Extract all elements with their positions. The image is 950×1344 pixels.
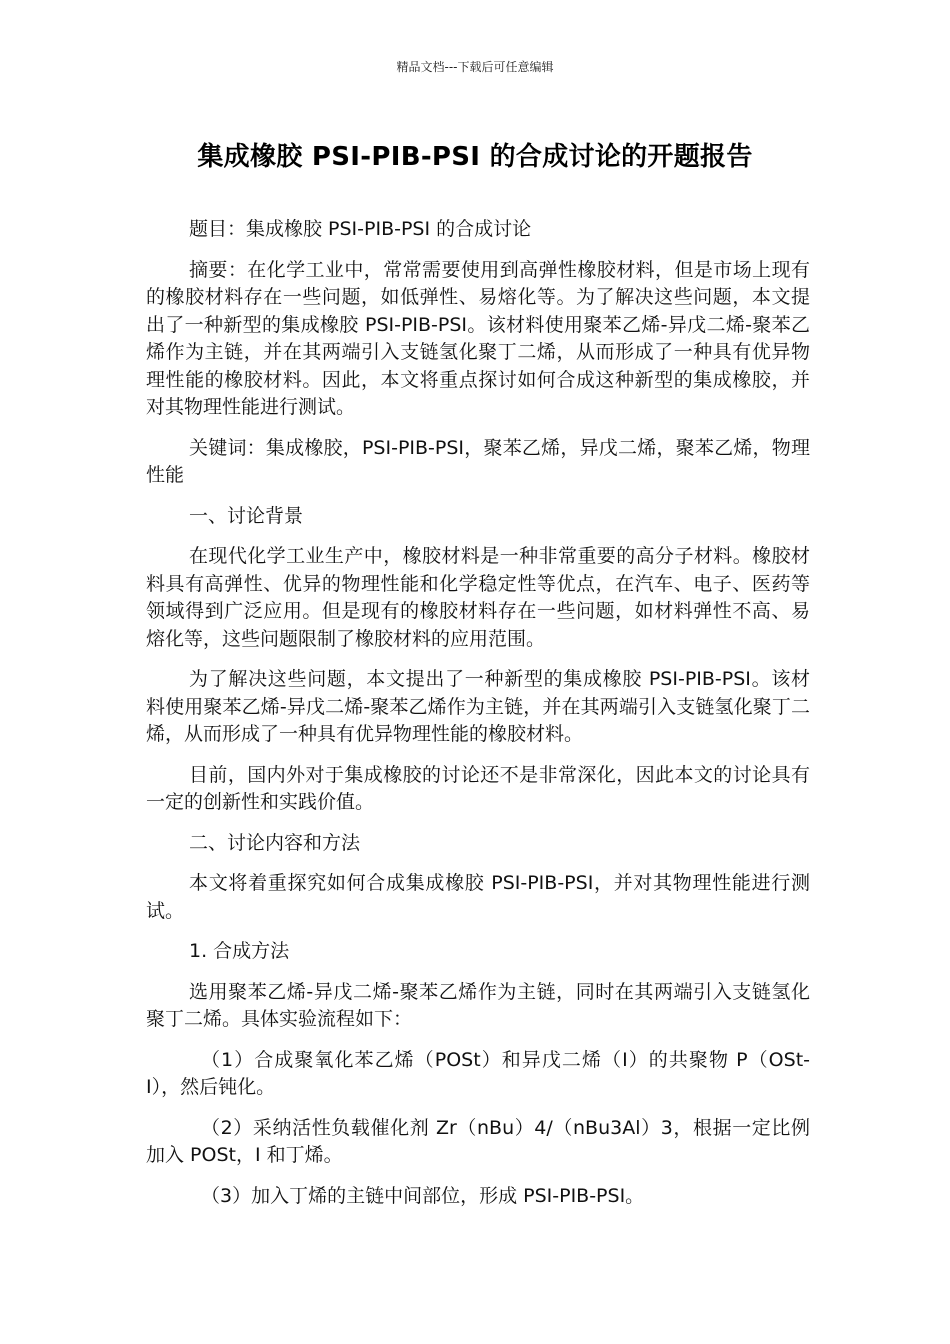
- background-paragraph-3: 目前，国内外对于集成橡胶的讨论还不是非常深化，因此本文的讨论具有一定的创新性和实践价值。: [146, 763, 810, 813]
- abstract-paragraph: 摘要：在化学工业中，常常需要使用到高弹性橡胶材料，但是市场上现有的橡胶材料存在一些问题，如低弹性、易熔化等。为了解决这些问题，本文提出了一种新型的集成橡胶 PSI-PIB-PSI。该材料使用聚苯乙烯-异戊二烯-聚苯乙烯作为主链，并在其两端引入支链氢化聚丁二烯，从而形成了一种具有优异物理性能的橡胶材料。因此，本文将重点探讨如何合成这种新型的集成橡胶，并对其物理性能进行测试。: [146, 258, 810, 418]
- background-paragraph-1: 在现代化学工业生产中，橡胶材料是一种非常重要的高分子材料。橡胶材料具有高弹性、优异的物理性能和化学稳定性等优点，在汽车、电子、医药等领域得到广泛应用。但是现有的橡胶材料存在一些问题，如材料弹性不高、易熔化等，这些问题限制了橡胶材料的应用范围。: [146, 545, 810, 650]
- page-header: 精品文档---下载后可任意编辑: [396, 60, 554, 74]
- synthesis-paragraph: 选用聚苯乙烯-异戊二烯-聚苯乙烯作为主链，同时在其两端引入支链氢化聚丁二烯。具体实验流程如下：: [146, 980, 810, 1030]
- step-2: （2）采纳活性负载催化剂 Zr（nBu）4/（nBu3Al）3，根据一定比例加入 POSt，I 和丁烯。: [146, 1116, 810, 1166]
- document-body: [146, 216, 810, 1223]
- subheading-synthesis: 1. 合成方法: [189, 940, 290, 962]
- methods-paragraph: 本文将着重探究如何合成集成橡胶 PSI-PIB-PSI，并对其物理性能进行测试。: [146, 872, 810, 922]
- document-title: 集成橡胶 PSI-PIB-PSI 的合成讨论的开题报告: [197, 142, 753, 172]
- section-heading-methods: 二、讨论内容和方法: [189, 831, 361, 854]
- keywords-paragraph: 关键词：集成橡胶，PSI-PIB-PSI，聚苯乙烯，异戊二烯，聚苯乙烯，物理性能: [146, 436, 810, 486]
- topic-line: 题目：集成橡胶 PSI-PIB-PSI 的合成讨论: [189, 218, 532, 240]
- step-3: （3）加入丁烯的主链中间部位，形成 PSI-PIB-PSI。: [201, 1184, 645, 1207]
- step-1: （1）合成聚氧化苯乙烯（POSt）和异戊二烯（I）的共聚物 P（OSt-I），然后钝化。: [146, 1048, 810, 1098]
- section-heading-background: 一、讨论背景: [189, 504, 304, 527]
- background-paragraph-2: 为了解决这些问题，本文提出了一种新型的集成橡胶 PSI-PIB-PSI。该材料使用聚苯乙烯-异戊二烯-聚苯乙烯作为主链，并在其两端引入支链氢化聚丁二烯，从而形成了一种具有优异物理性能的橡胶材料。: [146, 668, 810, 745]
